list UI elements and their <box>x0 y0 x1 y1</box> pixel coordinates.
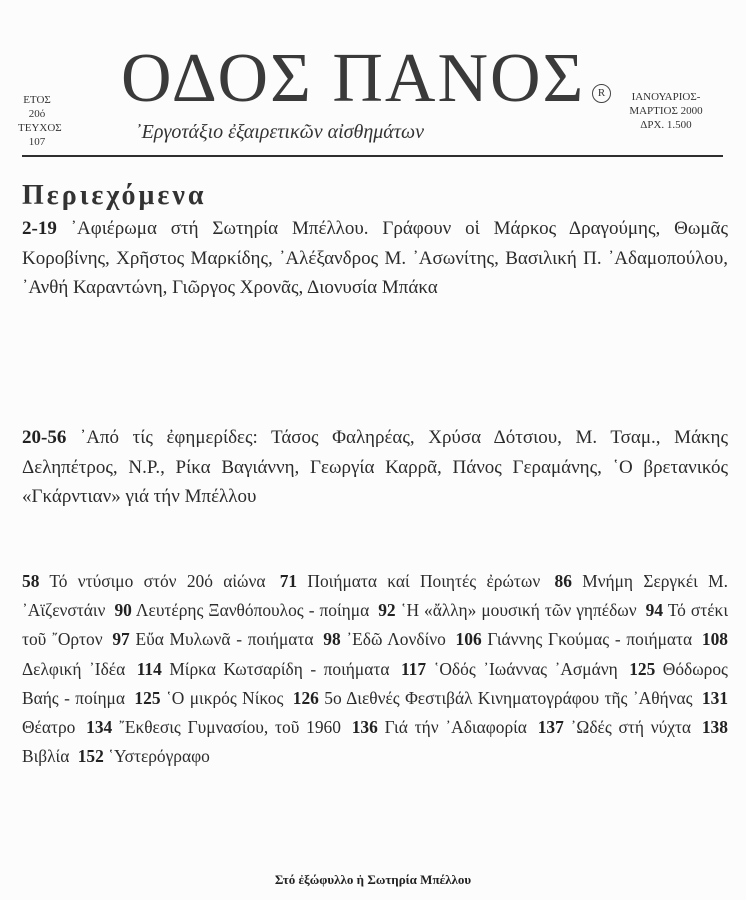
contents-entry <box>323 629 450 649</box>
entry-title: ῾Υστερόγραφο <box>108 746 210 767</box>
entry-page: 117 <box>400 658 427 679</box>
contents-entry <box>112 629 317 649</box>
entry-title: ῾Η «ἄλλη» μουσική τῶν γηπέδων <box>400 600 637 621</box>
contents-section-tribute <box>22 214 728 303</box>
issue-label: ΤΕΥΧΟΣ <box>18 122 62 134</box>
entry-page: 125 <box>134 687 161 708</box>
entry-page: 106 <box>455 629 482 650</box>
date-price-info <box>626 90 706 132</box>
entry-title: Λευτέρης Ξανθόπουλος - ποίημα <box>135 600 370 621</box>
entry-title: ᾿Εδῶ Λονδίνο <box>346 629 446 650</box>
entry-title: Θόδωρος Βαής - ποίημα <box>22 658 728 708</box>
entry-page: 131 <box>701 687 729 708</box>
entry-page: 92 <box>378 600 396 621</box>
magazine-title: ΟΔΟΣ ΠΑΝΟΣ <box>121 40 586 117</box>
entry-title: Γιάννης Γκούμας - ποιήματα <box>487 629 693 650</box>
contents-entry <box>134 688 287 708</box>
entry-title: Τό ντύσιμο στόν 20ό αἰώνα <box>49 571 266 591</box>
cover-note: Στό ἐξώφυλλο ἡ Σωτηρία Μπέλλου <box>274 872 472 887</box>
entry-page: 152 <box>77 746 104 767</box>
entry-title: Μίρκα Κωτσαρίδη - ποιήματα <box>169 658 390 679</box>
entry-page: 108 <box>701 629 728 650</box>
contents-entry <box>86 717 345 737</box>
entry-page: 136 <box>351 717 378 738</box>
magazine-subtitle: ᾿Εργοτάξιο ἐξαιρετικῶν αἰσθημάτων <box>135 121 424 143</box>
entry-title: Μνήμη Σεργκέι Μ. ᾿Αϊζενστάιν <box>22 571 728 621</box>
masthead <box>0 0 746 160</box>
contents-entry <box>378 600 640 620</box>
contents-entry <box>456 629 697 649</box>
section-text: ᾿Αφιέρωμα στή Σωτηρία Μπέλλου. Γράφουν οἱ Μάρκος Δραγούμης, Θωμᾶς Κοροβίνης, Χρῆστος Μαρκίδης, ᾿Αλέξανδρος Μ. ᾿Ασωνίτης, Βασιλική Π. ᾿Αδαμοπούλου, ᾿Ανθή Καραντώνη, Γιῶργος Χρονᾶς, Διονυσία Μπάκα <box>22 218 728 298</box>
entry-page: 97 <box>112 629 130 650</box>
entry-page: 125 <box>629 658 656 679</box>
entry-title: Δελφική ᾿Ιδέα <box>22 658 126 679</box>
entry-title: Θέατρο <box>22 717 76 738</box>
issue-info <box>18 93 62 149</box>
entry-title: 5ο Διεθνές Φεστιβάλ Κινηματογράφου τῆς ᾿Αθήνας <box>324 687 693 708</box>
entry-page: 71 <box>279 571 298 591</box>
entry-title: Εὔα Μυλωνᾶ - ποιήματα <box>135 629 314 650</box>
entry-page: 126 <box>292 687 319 708</box>
contents-entry <box>137 659 394 679</box>
section-pages: 20-56 <box>22 427 67 448</box>
registered-trademark-icon: R <box>592 84 611 103</box>
contents-heading: Περιεχόμενα <box>22 180 207 211</box>
section-pages: 2-19 <box>22 218 57 239</box>
date-months: ΙΑΝΟΥΑΡΙΟΣ- <box>631 91 701 103</box>
date-year: ΜΑΡΤΙΟΣ 2000 <box>629 105 703 117</box>
header-divider <box>22 155 723 157</box>
issue-year: ΕΤΟΣ 20ό <box>23 94 51 120</box>
entry-page: 114 <box>136 658 162 679</box>
contents-entry <box>293 688 697 708</box>
entry-page: 58 <box>22 571 40 591</box>
entry-page: 98 <box>323 629 341 650</box>
entry-page: 138 <box>701 717 728 738</box>
contents-entry <box>538 717 695 737</box>
contents-entry <box>78 746 214 766</box>
entry-page: 86 <box>554 571 572 591</box>
contents-entry <box>352 717 531 737</box>
entry-page: 137 <box>537 717 564 738</box>
entry-page: 134 <box>86 717 113 738</box>
entry-title: Γιά τήν ᾿Αδιαφορία <box>384 717 527 738</box>
price: ΔΡΧ. 1.500 <box>640 119 692 131</box>
contents-section-newspapers <box>22 423 728 512</box>
entry-title: ῎Εκθεσις Γυμνασίου, τοῦ 1960 <box>119 717 341 738</box>
issue-number: 107 <box>28 136 46 148</box>
entry-title: Ποιήματα καί Ποιητές ἐρώτων <box>307 571 541 591</box>
entry-title: Βιβλία <box>22 746 70 767</box>
entry-page: 90 <box>114 600 132 621</box>
contents-entries-list <box>22 567 728 771</box>
entry-title: ῾Οδός ᾿Ιωάννας ᾿Ασμάνη <box>433 658 618 679</box>
entry-page: 94 <box>645 600 664 621</box>
entry-title: ᾿Ωδές στή νύχτα <box>570 717 692 738</box>
contents-entry <box>401 659 622 679</box>
contents-entry <box>280 571 544 591</box>
entry-title: Τό στέκι τοῦ ῎Ορτον <box>22 600 728 650</box>
contents-entry <box>114 600 373 620</box>
section-text: ᾿Από τίς ἐφημερίδες: Τάσος Φαληρέας, Χρύσα Δότσιου, Μ. Τσαμ., Μάκης Δεληπέτρος, Ν.Ρ., Ρίκα Βαγιάννη, Γεωργία Καρρᾶ, Πάνος Γεραμάνης, ῾Ο βρετανικός «Γκάρντιαν» γιά τήν Μπέλλου <box>22 427 728 507</box>
entry-title: ῾Ο μικρός Νίκος <box>165 687 284 708</box>
contents-entry <box>22 571 269 591</box>
